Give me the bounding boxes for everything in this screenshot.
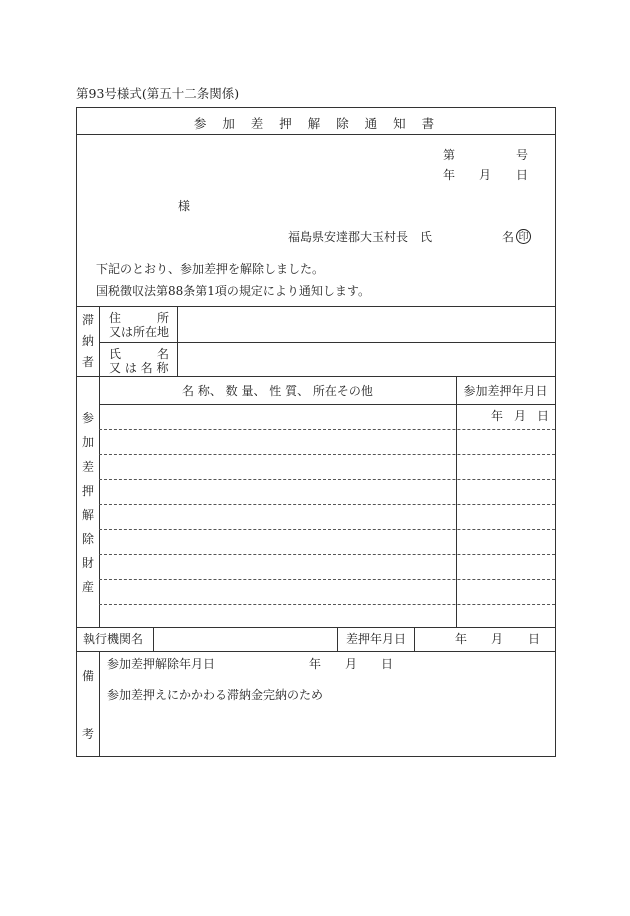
sender-shi: 氏 xyxy=(420,230,433,244)
property-row-line xyxy=(99,579,555,580)
attachment-date-day: 日 xyxy=(537,409,550,423)
property-label-char: 押 xyxy=(81,484,94,498)
property-row-line xyxy=(99,604,555,605)
notice-title: 参 加 差 押 解 除 通 知 書 xyxy=(193,116,441,131)
notice-form xyxy=(76,107,556,757)
exec-date-month: 月 xyxy=(491,632,504,646)
address-label-sub: 又は所在地 xyxy=(109,325,170,339)
recipient-sama: 様 xyxy=(178,199,191,213)
taxpayer-label-char: 滞 xyxy=(81,313,94,327)
property-label-char: 除 xyxy=(81,532,94,546)
number-go: 号 xyxy=(516,148,529,162)
remarks-label-char: 備 xyxy=(81,669,94,683)
property-row-line xyxy=(99,554,555,555)
body-line-2: 国税徴収法第88条第1項の規定により通知します。 xyxy=(96,284,370,298)
exec-date-day: 日 xyxy=(528,632,541,646)
name-label xyxy=(109,348,169,360)
property-col-header: 名 称、 数 量、 性 質、 所在その他 xyxy=(182,384,373,398)
property-row-line xyxy=(99,529,555,530)
name-label-char: 名 xyxy=(156,347,169,361)
release-reason: 参加差押えにかかわる滞納金完納のため xyxy=(107,688,324,702)
property-row-line xyxy=(99,479,555,480)
property-label-char: 産 xyxy=(81,580,94,594)
sender-mei: 名 xyxy=(502,230,515,244)
exec-office-label: 執行機関名 xyxy=(83,632,144,646)
divider xyxy=(177,306,178,376)
name-label-char: 氏 xyxy=(109,347,122,361)
divider xyxy=(99,651,100,756)
release-date-year: 年 xyxy=(309,657,322,671)
exec-date-year: 年 xyxy=(455,632,468,646)
property-row-line xyxy=(99,454,555,455)
address-label-char: 住 xyxy=(109,311,122,325)
attachment-date-month: 月 xyxy=(514,409,527,423)
divider xyxy=(77,134,555,135)
divider xyxy=(153,627,154,651)
property-label-char: 参 xyxy=(81,411,94,425)
address-label xyxy=(109,312,169,324)
property-label-char: 差 xyxy=(81,460,94,474)
divider xyxy=(99,404,555,405)
release-date-label: 参加差押解除年月日 xyxy=(107,657,216,671)
divider xyxy=(77,306,555,307)
divider xyxy=(77,651,555,652)
number-dai: 第 xyxy=(443,148,456,162)
date-day: 日 xyxy=(516,168,529,182)
attachment-date-header: 参加差押年月日 xyxy=(463,384,548,398)
divider xyxy=(414,627,415,651)
divider xyxy=(99,376,100,627)
property-row-line xyxy=(99,504,555,505)
divider xyxy=(99,342,555,343)
form-number-label: 第93号様式(第五十二条関係) xyxy=(76,86,240,101)
remarks-label-char: 考 xyxy=(81,727,94,741)
address-label-char: 所 xyxy=(156,311,169,325)
divider xyxy=(77,627,555,628)
date-year: 年 xyxy=(443,168,456,182)
attachment-date-year: 年 xyxy=(491,409,504,423)
release-date-month: 月 xyxy=(345,657,358,671)
divider xyxy=(99,306,100,376)
property-label-char: 解 xyxy=(81,508,94,522)
taxpayer-label-char: 納 xyxy=(81,334,94,348)
name-label-sub: 又 は 名 称 xyxy=(109,361,169,375)
sender-office: 福島県安達郡大玉村長 xyxy=(288,230,409,244)
divider xyxy=(77,376,555,377)
divider xyxy=(337,627,338,651)
seal-icon: 印 xyxy=(516,229,531,244)
property-label-char: 財 xyxy=(81,556,94,570)
property-row-line xyxy=(99,429,555,430)
property-label-char: 加 xyxy=(81,435,94,449)
divider xyxy=(456,376,457,627)
release-date-day: 日 xyxy=(381,657,394,671)
date-month: 月 xyxy=(479,168,492,182)
attachment-date-label: 差押年月日 xyxy=(346,632,407,646)
body-line-1: 下記のとおり、参加差押を解除しました。 xyxy=(96,262,325,276)
taxpayer-label-char: 者 xyxy=(81,355,94,369)
